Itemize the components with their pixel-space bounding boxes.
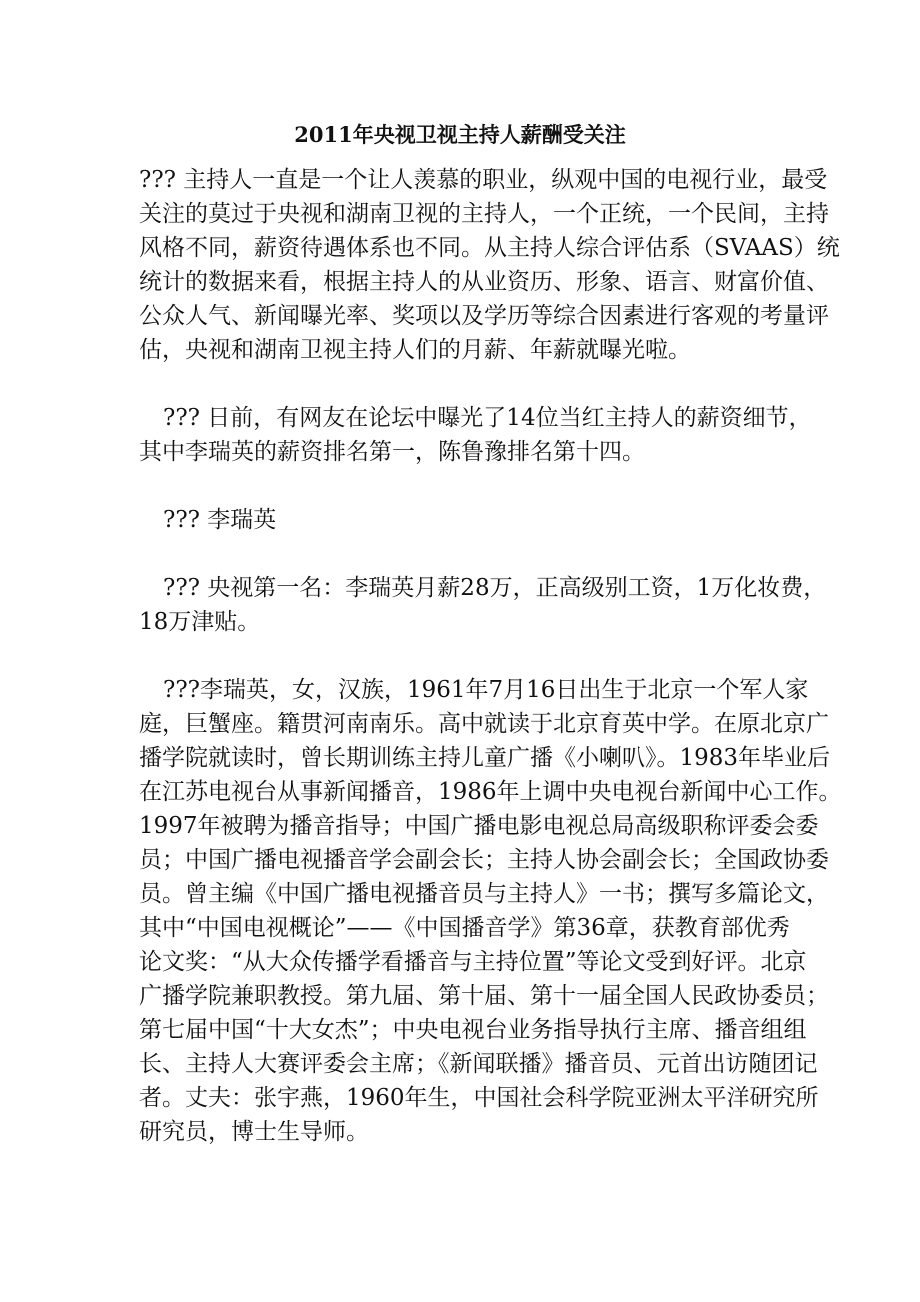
text-line: 在江苏电视台从事新闻播音，1986年上调中央电视台新闻中心工作。 [139, 779, 842, 805]
document-title: 2011年央视卫视主持人薪酬受关注 [294, 122, 626, 147]
text-line: 庭，巨蟹座。籍贯河南南乐。高中就读于北京育英中学。在原北京广 [139, 711, 829, 737]
paragraph-intro [139, 163, 840, 367]
text-line: ??? 央视第一名：李瑞英月薪28万，正高级别工资，1万化妆费， [163, 575, 827, 601]
text-line: ???李瑞英，女，汉族，1961年7月16日出生于北京一个军人家 [163, 677, 809, 703]
paragraph-ranking [139, 401, 812, 469]
text-line: 研究员，博士生导师。 [139, 1119, 369, 1145]
text-line: 其中“中国电视概论”——《中国播音学》第36章，获教育部优秀 [139, 915, 790, 941]
text-line: ??? 日前，有网友在论坛中曝光了14位当红主持人的薪资细节， [163, 405, 812, 431]
text-line: ??? 李瑞英 [163, 507, 277, 533]
text-line: 1997年被聘为播音指导；中国广播电影电视总局高级职称评委会委 [139, 813, 819, 839]
paragraph-salary [139, 571, 827, 639]
text-line: 关注的莫过于央视和湖南卫视的主持人，一个正统，一个民间，主持 [139, 201, 829, 227]
text-line: 第七届中国“十大女杰”；中央电视台业务指导执行主席、播音组组 [139, 1017, 807, 1043]
text-line: 估，央视和湖南卫视主持人们的月薪、年薪就曝光啦。 [139, 337, 691, 363]
text-line: 统计的数据来看，根据主持人的从业资历、形象、语言、财富价值、 [139, 269, 829, 295]
text-line: 者。丈夫：张宇燕，1960年生，中国社会科学院亚洲太平洋研究所 [139, 1085, 819, 1111]
text-line: 其中李瑞英的薪资排名第一，陈鲁豫排名第十四。 [139, 439, 645, 465]
text-line: 公众人气、新闻曝光率、奖项以及学历等综合因素进行客观的考量评 [139, 303, 829, 329]
document-body [139, 163, 842, 1183]
paragraph-name-heading [139, 503, 799, 537]
text-line: 员；中国广播电视播音学会副会长；主持人协会副会长；全国政协委 [139, 847, 829, 873]
text-line: 广播学院兼职教授。第九届、第十届、第十一届全国人民政协委员； [139, 983, 829, 1009]
text-line: 风格不同，薪资待遇体系也不同。从主持人综合评估系（SVAAS）统 [139, 235, 840, 261]
text-line: 播学院就读时，曾长期训练主持儿童广播《小喇叭》。1983年毕业后 [139, 745, 831, 771]
text-line: ??? 主持人一直是一个让人羡慕的职业，纵观中国的电视行业，最受 [139, 167, 828, 193]
paragraph-biography [139, 673, 842, 1149]
text-line: 员。曾主编《中国广播电视播音员与主持人》一书；撰写多篇论文， [139, 881, 829, 907]
text-line: 长、主持人大赛评委会主席；《新闻联播》播音员、元首出访随团记 [139, 1051, 818, 1077]
text-line: 论文奖：“从大众传播学看播音与主持位置”等论文受到好评。北京 [139, 949, 807, 975]
text-line: 18万津贴。 [139, 609, 261, 635]
